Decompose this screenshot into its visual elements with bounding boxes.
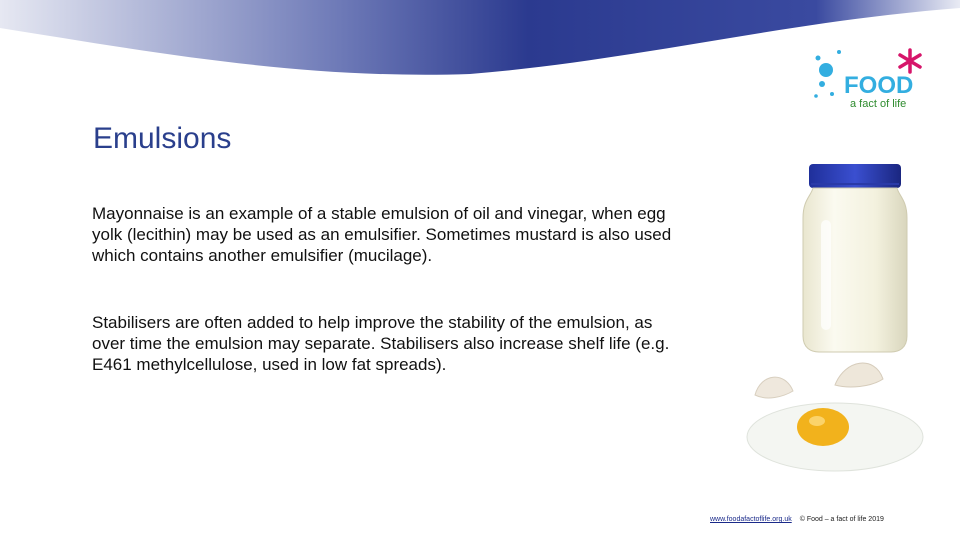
mayonnaise-jar-image	[795, 160, 915, 360]
paragraph-mayonnaise: Mayonnaise is an example of a stable emulsion of oil and vinegar, when egg yolk (lecithin) may be used as an emulsifier. Sometimes mustard is also used which contains another emulsifier (mucilage).	[92, 204, 672, 265]
paragraph-stabilisers: Stabilisers are often added to help improve the stability of the emulsion, as over time the emulsion may separate. Stabilisers also increase shelf life (e.g. E461 methylcellulose, used in low fat spreads).	[92, 313, 670, 374]
logo-tagline: a fact of life	[850, 98, 907, 110]
logo-splash-icon	[814, 50, 841, 98]
cracked-egg-image	[725, 355, 935, 490]
footer-website-link[interactable]: www.foodafactoflife.org.uk	[710, 516, 792, 523]
logo-word: FOOD	[844, 72, 914, 99]
food-a-fact-of-life-logo	[812, 44, 930, 124]
slide-title: Emulsions	[93, 122, 232, 155]
footer-copyright: © Food – a fact of life 2019	[799, 516, 884, 523]
logo-asterisk-icon	[900, 50, 920, 72]
footer	[710, 516, 884, 523]
